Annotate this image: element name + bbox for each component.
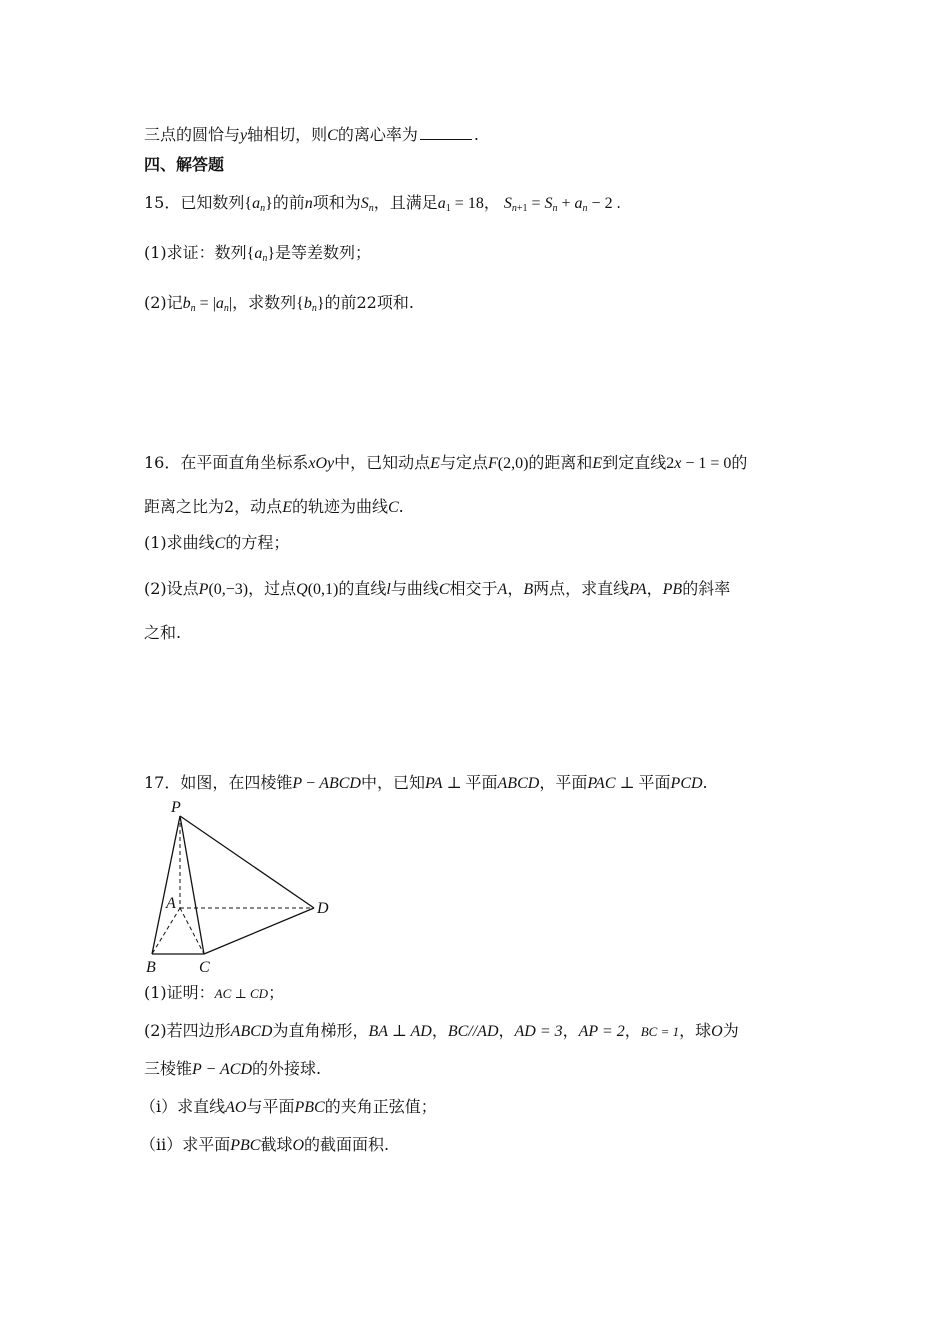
math: (2,0) [497,455,529,472]
text: ， [507,579,524,598]
text: 三点的圆恰与 [144,125,241,144]
var: ABCD [497,775,540,792]
var-c: C [327,127,338,144]
var: O [292,1137,305,1154]
text: (2)记 [144,293,183,312]
var: PBC [294,1099,325,1116]
pyramid-figure [140,796,340,976]
edge-pc [180,816,204,954]
math: PCD [670,775,703,792]
text: 的外接球. [252,1059,322,1078]
text: (2)若四边形 [144,1021,231,1040]
math: $\{b_n\}$ [296,295,325,314]
var: PB [662,581,683,598]
text: ，且满足 [373,193,438,212]
math: P − ABCD [292,775,361,792]
text: 截球 [260,1135,293,1154]
q15-part1 [144,242,371,270]
math: $\{a_n\}$ [244,195,273,214]
q17-stem [144,772,708,795]
q15-stem [144,192,621,220]
q17-part2: (2)若四边形ABCD为直角梯形，BA ⊥ AD，BC//AD，AD = 3，AP = 2，BC = 1，球O为 [144,1021,739,1040]
text: 相交于 [449,579,498,598]
var: O [711,1023,723,1040]
text: 项和为 [312,193,361,212]
var: A [497,581,508,598]
text: 的直线 [338,579,387,598]
var: AO [225,1099,247,1116]
math: (0,1) [307,581,339,598]
math: $S_{n+1} = S_n + a_n - 2$ . [503,195,621,214]
edge-pd [180,816,314,908]
text: ， [483,193,500,212]
text: 的离心率为 [337,125,418,144]
text: 为 [722,1021,739,1040]
var-y: y [240,127,248,144]
var: E [282,499,292,516]
q15-part2 [144,292,414,320]
text: ，求数列 [232,293,297,312]
label-c: C [199,959,210,976]
text: 与曲线 [390,579,439,598]
text: 是等差数列； [275,243,372,262]
var: F [487,455,498,472]
text: (1)求曲线 [144,533,215,552]
q17-sub-ii [140,1134,389,1157]
text: 轴相切，则 [247,125,328,144]
text: 中，已知 [360,773,425,792]
text: . [702,773,708,792]
var: Q [296,581,308,598]
var: PBC [230,1137,261,1154]
math: PA ⊥ [424,775,466,792]
text: 的方程； [225,533,290,552]
text: ； [268,983,285,1002]
q16-stem-2 [144,496,404,519]
text: 的 [731,453,748,472]
q17-part2-cont [144,1058,321,1081]
text: 的前 [272,193,305,212]
intro-line [144,124,479,147]
math: AP = 2 [578,1023,625,1040]
math: (0,−3) [208,581,249,598]
text: 的斜率 [682,579,731,598]
var: C [387,499,399,516]
section-title: 四、解答题 [144,155,225,174]
text: 17．如图，在四棱锥 [144,773,293,792]
var: E [430,455,440,472]
math: AC ⊥ CD [214,986,269,1001]
var: C [214,535,226,552]
q17-part1 [144,982,284,1005]
text: (1)证明： [144,983,215,1002]
math: 2x − 1 = 0 [666,455,732,472]
math: $S_n$ [360,195,374,214]
text: (2)设点 [144,579,199,598]
text: （i）求直线 [140,1097,226,1116]
q16-part1 [144,532,289,555]
q16-part2 [144,578,730,601]
answer-blank[interactable] [420,124,472,140]
text: ， [646,579,663,598]
label-d: D [317,900,329,917]
math: PAC ⊥ [587,775,639,792]
label-p: P [171,799,181,816]
text: ，过点 [248,579,297,598]
text: 平面 [465,773,498,792]
text: ，球 [679,1021,712,1040]
text: 16．在平面直角坐标系 [144,453,309,472]
label-b: B [146,959,156,976]
text: 与平面 [246,1097,295,1116]
math: $b_n = |a_n|$ [182,295,233,314]
math: $a_1 = 18$ [437,195,484,214]
var: P [198,581,209,598]
math: AD = 3 [514,1023,563,1040]
text: 到定直线 [602,453,667,472]
var: ABCD [230,1023,273,1040]
q16-part2-cont: 之和. [144,623,182,642]
text: （ii）求平面 [140,1135,231,1154]
q16-stem [144,452,747,475]
text: 的夹角正弦值； [324,1097,437,1116]
var: E [592,455,603,472]
math: BA ⊥ AD [368,1023,432,1040]
var: C [438,581,450,598]
text: 与定点 [439,453,488,472]
text: 的前22项和. [324,293,414,312]
text: 三棱锥 [144,1059,193,1078]
text: . [398,497,404,516]
text: 的截面面积. [304,1135,390,1154]
label-a: A [166,895,176,912]
var: l [386,581,391,598]
var: xOy [308,455,335,472]
math: BC//AD [447,1023,499,1040]
edge-cd [204,908,314,954]
var: PA [629,581,647,598]
text: ，平面 [539,773,588,792]
text: 两点，求直线 [533,579,630,598]
text: (1)求证：数列 [144,243,247,262]
text: 距离之比为2，动点 [144,497,283,516]
text: 中，已知动点 [334,453,431,472]
var: B [523,581,534,598]
edge-pb [152,816,180,954]
q17-sub-i [140,1096,437,1119]
text: 平面 [638,773,671,792]
var: n [304,195,313,212]
text: 为直角梯形， [272,1021,369,1040]
text: . [473,125,479,144]
text: 15．已知数列 [144,193,245,212]
math: BC = 1 [640,1024,680,1039]
text: 的距离和 [528,453,593,472]
math: $\{a_n\}$ [246,245,276,264]
math: P − ACD [192,1061,253,1078]
text: 的轨迹为曲线 [291,497,388,516]
